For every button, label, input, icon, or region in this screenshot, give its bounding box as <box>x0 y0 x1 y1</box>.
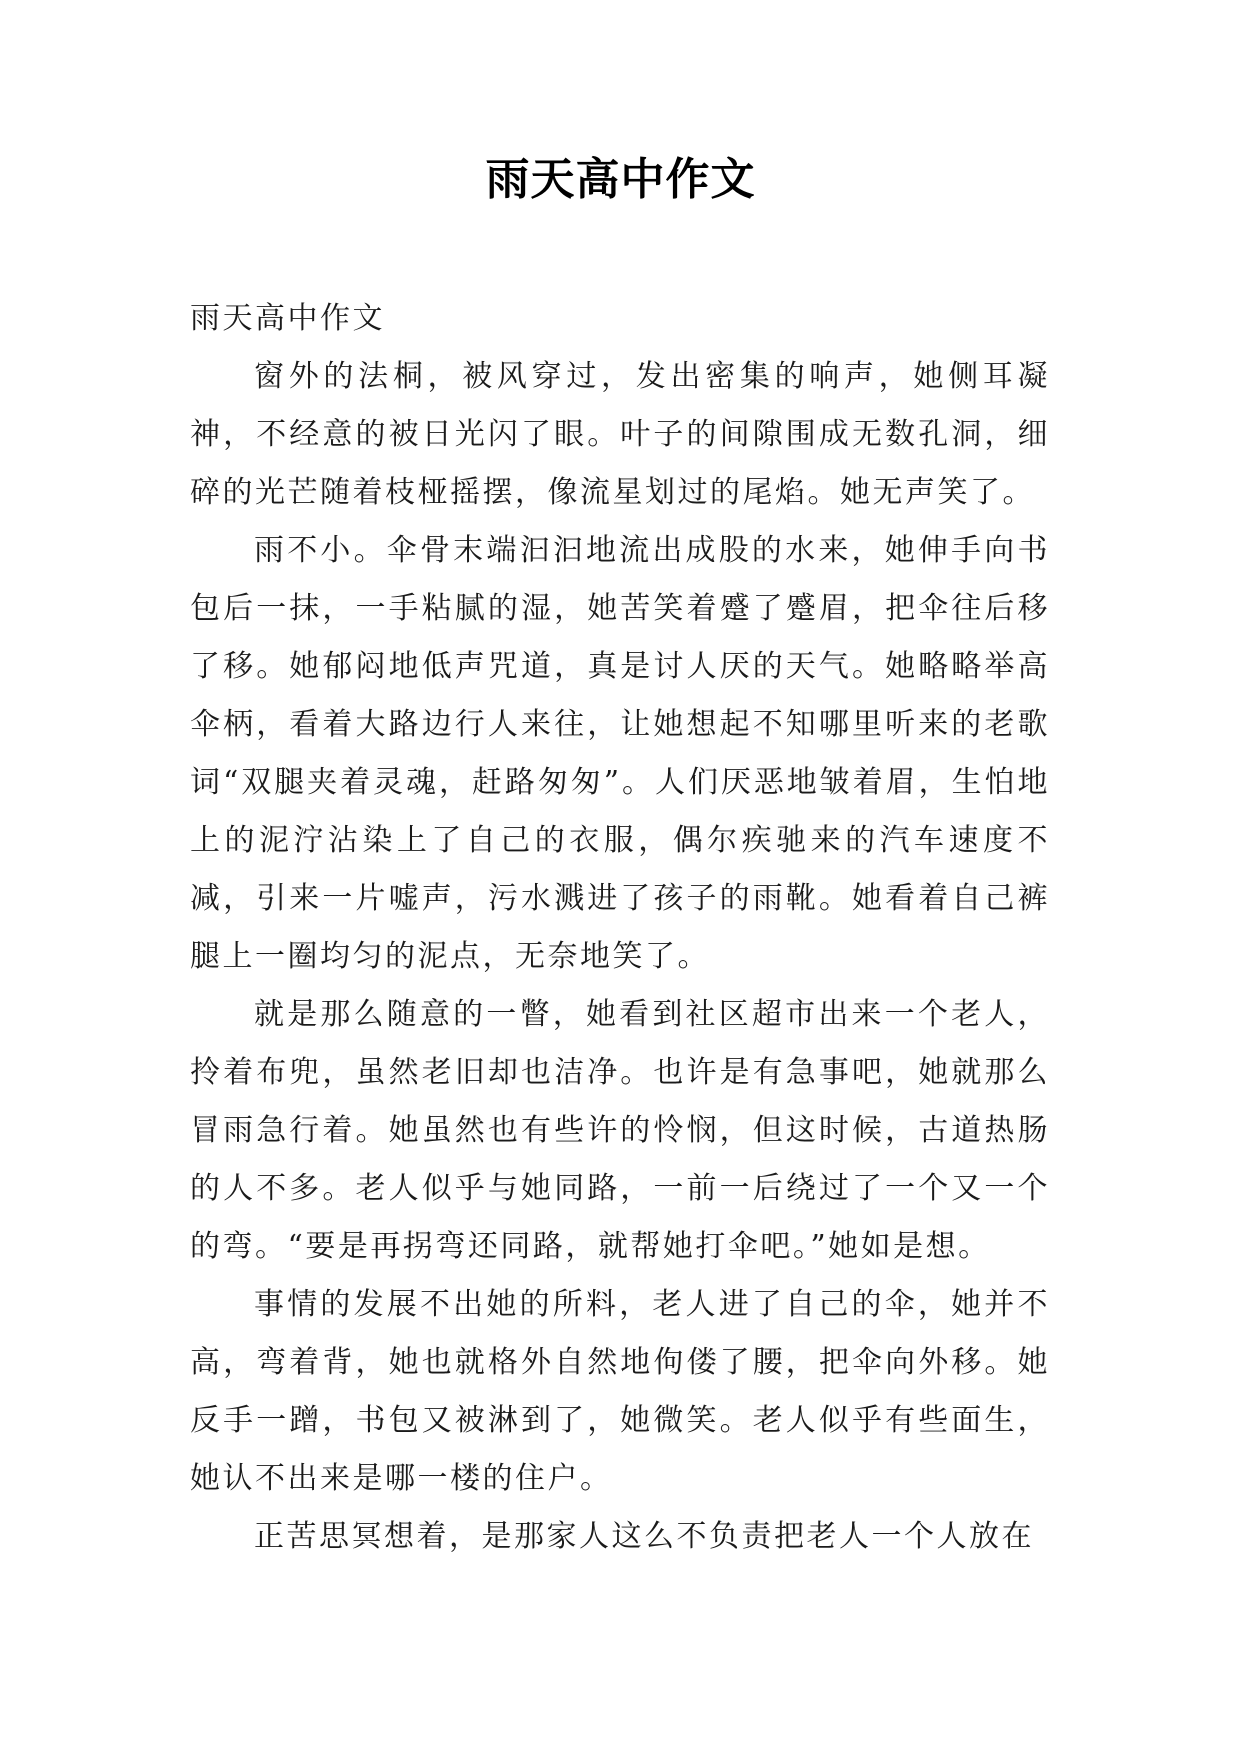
document-subtitle: 雨天高中作文 <box>190 301 385 336</box>
paragraph: 事情的发展不出她的所料，老人进了自己的伞，她并不高，弯着背，她也就格外自然地佝偻了腰，把伞向外移。她反手一蹭，书包又被淋到了，她微笑。老人似乎有些面生，她认不出来是哪一楼的住户。 <box>190 1287 1050 1496</box>
paragraph: 正苦思冥想着，是那家人这么不负责把老人一个人放在 <box>254 1519 1034 1554</box>
document-title: 雨天高中作文 <box>485 154 756 205</box>
document-body <box>190 290 1050 1566</box>
paragraph: 窗外的法桐，被风穿过，发出密集的响声，她侧耳凝神，不经意的被日光闪了眼。叶子的间隙围成无数孔洞，细碎的光芒随着枝桠摇摆，像流星划过的尾焰。她无声笑了。 <box>190 359 1050 510</box>
paragraph: 雨不小。伞骨末端汩汩地流出成股的水来，她伸手向书包后一抹，一手粘腻的湿，她苦笑着蹙了蹙眉，把伞往后移了移。她郁闷地低声咒道，真是讨人厌的天气。她略略举高伞柄，看着大路边行人来往，让她想起不知哪里听来的老歌词“双腿夹着灵魂，赶路匆匆”。人们厌恶地皱着眉，生怕地上的泥泞沾染上了自己的衣服，偶尔疾驰来的汽车速度不减，引来一片嘘声，污水溅进了孩子的雨靴。她看着自己裤腿上一圈均匀的泥点，无奈地笑了。 <box>190 533 1050 974</box>
paragraph: 就是那么随意的一瞥，她看到社区超市出来一个老人，拎着布兜，虽然老旧却也洁净。也许是有急事吧，她就那么冒雨急行着。她虽然也有些许的怜悯，但这时候，古道热肠的人不多。老人似乎与她同路，一前一后绕过了一个又一个的弯。“要是再拐弯还同路，就帮她打伞吧。”她如是想。 <box>190 997 1050 1264</box>
